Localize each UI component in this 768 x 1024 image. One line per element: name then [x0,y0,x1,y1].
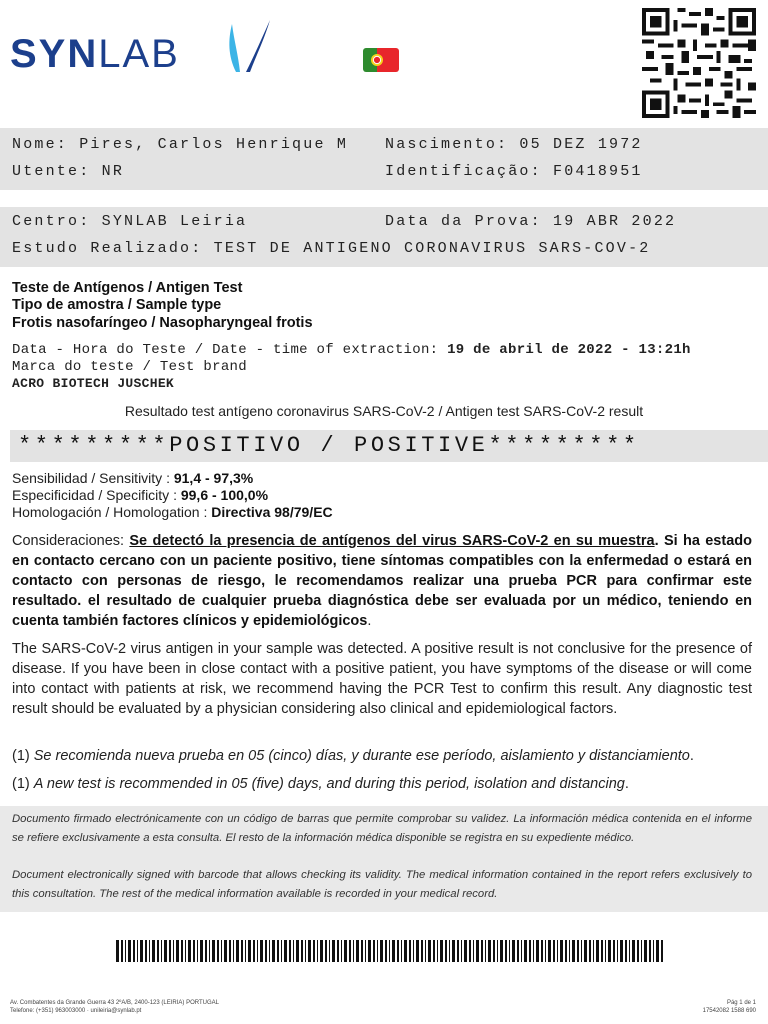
considerations-label: Consideraciones: [12,533,130,549]
english-explanation-paragraph: The SARS-CoV-2 virus antigen in your sample was detected. A positive result is not conclusive for the presence of disease. If you have been in close contact with a positive patient, you have symptoms of the disease or will come into contact with patients at risk, we recommend having the PCR Test to confirm this result. Any diagnostic test result should be evaluated by a physician considering also clinical and epidemiological factors. [12,641,752,717]
barcode-icon [116,940,664,962]
sensitivity-line: Sensibilidad / Sensitivity : 91,4 - 97,3% [12,470,254,486]
extraction-label: Data - Hora do Teste / Date - time of extraction: [12,342,448,358]
test-center: Centro: SYNLAB Leiria [12,213,248,230]
sample-type-title: Tipo de amostra / Sample type [12,297,222,313]
extraction-value: 19 de abril de 2022 - 13:21h [447,342,691,358]
specificity-value: 99,6 - 100,0% [180,487,269,503]
study-performed: Estudo Realizado: TEST DE ANTIGENO CORONAVIRUS SARS-COV-2 [12,240,651,257]
patient-name: Nome: Pires, Carlos Henrique M [12,136,349,153]
result-caption: Resultado test antígeno coronavirus SARS-CoV-2 / Antigen test SARS-CoV-2 result [124,403,644,419]
sensitivity-value: 91,4 - 97,3% [173,470,254,486]
test-type-title: Teste de Antígenos / Antigen Test [12,280,243,296]
signature-notice-spanish: Documento firmado electrónicamente con un código de barras que permite comprobar su validez. La información médica contenida en el informe se refiere exclusivamente a esta consulta. El resto de la información médica disponible se registra en su expediente médico. [12,813,752,844]
brand-light: LAB [98,32,180,76]
specificity-line: Especificidad / Specificity : 99,6 - 100,0% [12,487,269,503]
considerations-text: . Si ha estado en contacto cercano con un paciente positivo, tiene síntomas compatibles con la enfermedad o estará en contacto con personas de riesgo, le recomendamos realizar una prueba PCR para confirmar este resultado. el resultado de cualquier prueba diagnóstica debe ser evaluada por un médico, teniendo en cuenta también factores clínicos y epidemiológicos [12,533,752,629]
synlab-logo [10,16,280,76]
result-value: *********POSITIVO / POSITIVE********* [10,430,768,462]
sample-type-value: Frotis nasofaríngeo / Nasopharyngeal frotis [12,315,313,331]
page-number: Pág 1 de 1 17542082 1588 690 [702,1000,756,1014]
patient-info-band [0,128,768,190]
note-spanish: (1) Se recomienda nueva prueba en 05 (cinco) días, y durante ese período, aislamiento y distanciamiento. [12,748,694,764]
patient-birth-date: Nascimento: 05 DEZ 1972 [385,136,643,153]
note-english: (1) A new test is recommended in 05 (five) days, and during this period, isolation and distancing. [12,776,629,792]
test-date: Data da Prova: 19 ABR 2022 [385,213,677,230]
considerations-paragraph: Consideraciones: Se detectó la presencia de antígenos del virus SARS-CoV-2 en su muestra. Si ha estado en contacto cercano con un paciente positivo, tiene síntomas compatibles con la enfermedad o estará en contacto con personas de riesgo, le recomendamos realizar una prueba PCR para confirmar este resultado. el resultado de cualquier prueba diagnóstica debe ser evaluada por un médico, teniendo en cuenta también factores clínicos y epidemiológicos. [12,533,752,629]
signature-notice-english: Document electronically signed with barcode that allows checking its validity. The medical information contained in the report refers exclusively to this consultation. The rest of the medical information available is recorded in your medical record. [12,869,752,900]
portugal-flag-icon [363,48,399,72]
qr-code-icon [642,8,756,118]
test-statistics [12,470,333,521]
test-brand-label: Marca do teste / Test brand [12,359,247,375]
brand-bold: SYN [10,32,99,76]
considerations-underlined: Se detectó la presencia de antígenos del virus SARS-CoV-2 en su muestra [129,533,655,549]
extraction-datetime [12,342,691,358]
test-brand-value: ACRO BIOTECH JUSCHEK [12,376,175,391]
lab-address: Av. Combatentes da Grande Guerra 43 2ºA/B, 2400-123 (LEIRIA) PORTUGAL Telefone: (+351) 963003000 · unileiria@synlab.pt [10,1000,219,1014]
homologation-line: Homologación / Homologation : Directiva 98/79/EC [12,504,333,520]
synlab-swoosh-icon [222,16,274,76]
homologation-value: Directiva 98/79/EC [211,504,333,520]
patient-utente: Utente: NR [12,163,125,180]
patient-identification: Identificação: F0418951 [385,163,643,180]
synlab-wordmark [10,34,180,74]
test-info-band [0,207,768,267]
